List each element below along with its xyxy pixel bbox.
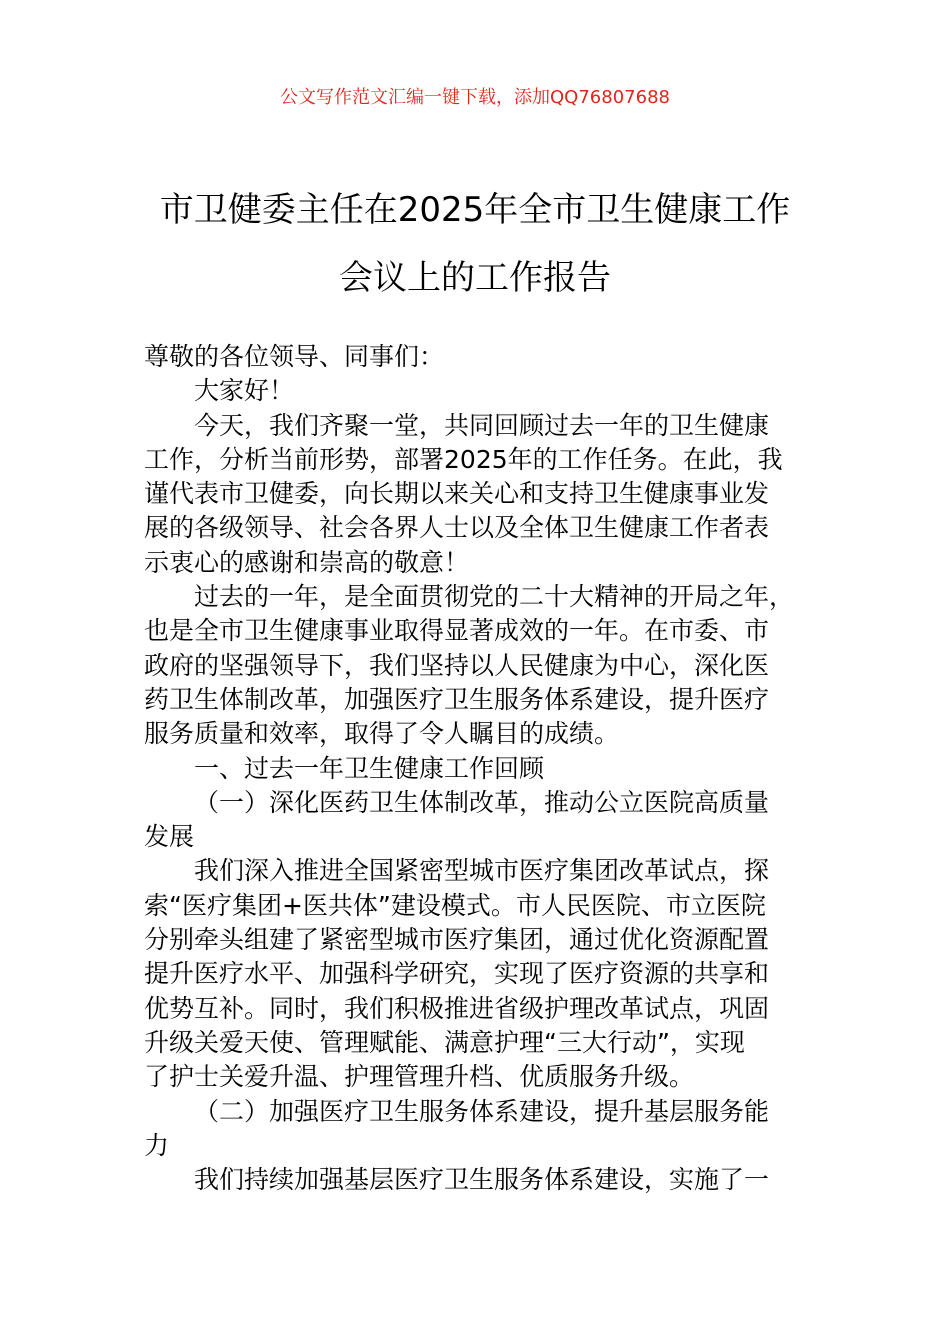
- section-heading: 一、过去一年卫生健康工作回顾: [194, 753, 545, 783]
- paragraph-line: 服务质量和效率，取得了令人瞩目的成绩。: [144, 719, 620, 749]
- paragraph-line: 谨代表市卫健委，向长期以来关心和支持卫生健康事业发: [144, 479, 770, 509]
- title-line-2: 会议上的工作报告: [339, 258, 611, 298]
- paragraph-line: 分别牵头组建了紧密型城市医疗集团，通过优化资源配置: [144, 925, 770, 955]
- paragraph-line: 也是全市卫生健康事业取得显著成效的一年。在市委、市: [144, 616, 770, 646]
- document-title: [100, 176, 850, 312]
- download-notice: 公文写作范文汇编一键下载，添加QQ76807688: [280, 87, 670, 108]
- paragraph-line: 药卫生体制改革，加强医疗卫生服务体系建设，提升医疗: [144, 684, 770, 714]
- paragraph-line: 提升医疗水平、加强科学研究，实现了医疗资源的共享和: [144, 959, 770, 989]
- subsection-heading: 发展: [144, 822, 195, 852]
- subsection-heading: 力: [144, 1130, 170, 1160]
- paragraph-line: 我们持续加强基层医疗卫生服务体系建设，实施了一: [194, 1165, 770, 1195]
- paragraph-line: 优势互补。同时，我们积极推进省级护理改革试点，巩固: [144, 993, 770, 1023]
- paragraph-line: 示衷心的感谢和崇高的敬意！: [144, 547, 470, 577]
- paragraph-line: 展的各级领导、社会各界人士以及全体卫生健康工作者表: [144, 513, 770, 543]
- paragraph-line: 我们深入推进全国紧密型城市医疗集团改革试点，探: [194, 856, 770, 886]
- document-body: [144, 340, 814, 1197]
- paragraph-line: 过去的一年，是全面贯彻党的二十大精神的开局之年，: [194, 582, 795, 612]
- paragraph-line: 政府的坚强领导下，我们坚持以人民健康为中心，深化医: [144, 650, 770, 680]
- subsection-heading: （一）深化医药卫生体制改革，推动公立医院高质量: [194, 787, 770, 817]
- paragraph-line: 了护士关爱升温、护理管理升档、优质服务升级。: [144, 1062, 695, 1092]
- salutation: 尊敬的各位领导、同事们：: [144, 342, 445, 371]
- greeting: 大家好！: [194, 376, 295, 406]
- paragraph-line: 升级关爱天使、管理赋能、满意护理“三大行动”，实现: [144, 1027, 745, 1057]
- paragraph-line: 今天，我们齐聚一堂，共同回顾过去一年的卫生健康: [194, 410, 770, 440]
- subsection-heading: （二）加强医疗卫生服务体系建设，提升基层服务能: [194, 1096, 770, 1126]
- paragraph-line: 工作，分析当前形势，部署2025年的工作任务。在此，我: [144, 444, 783, 474]
- paragraph-line: 索“医疗集团+医共体”建设模式。市人民医院、市立医院: [144, 890, 766, 920]
- title-line-1: 市卫健委主任在2025年全市卫生健康工作: [159, 190, 791, 230]
